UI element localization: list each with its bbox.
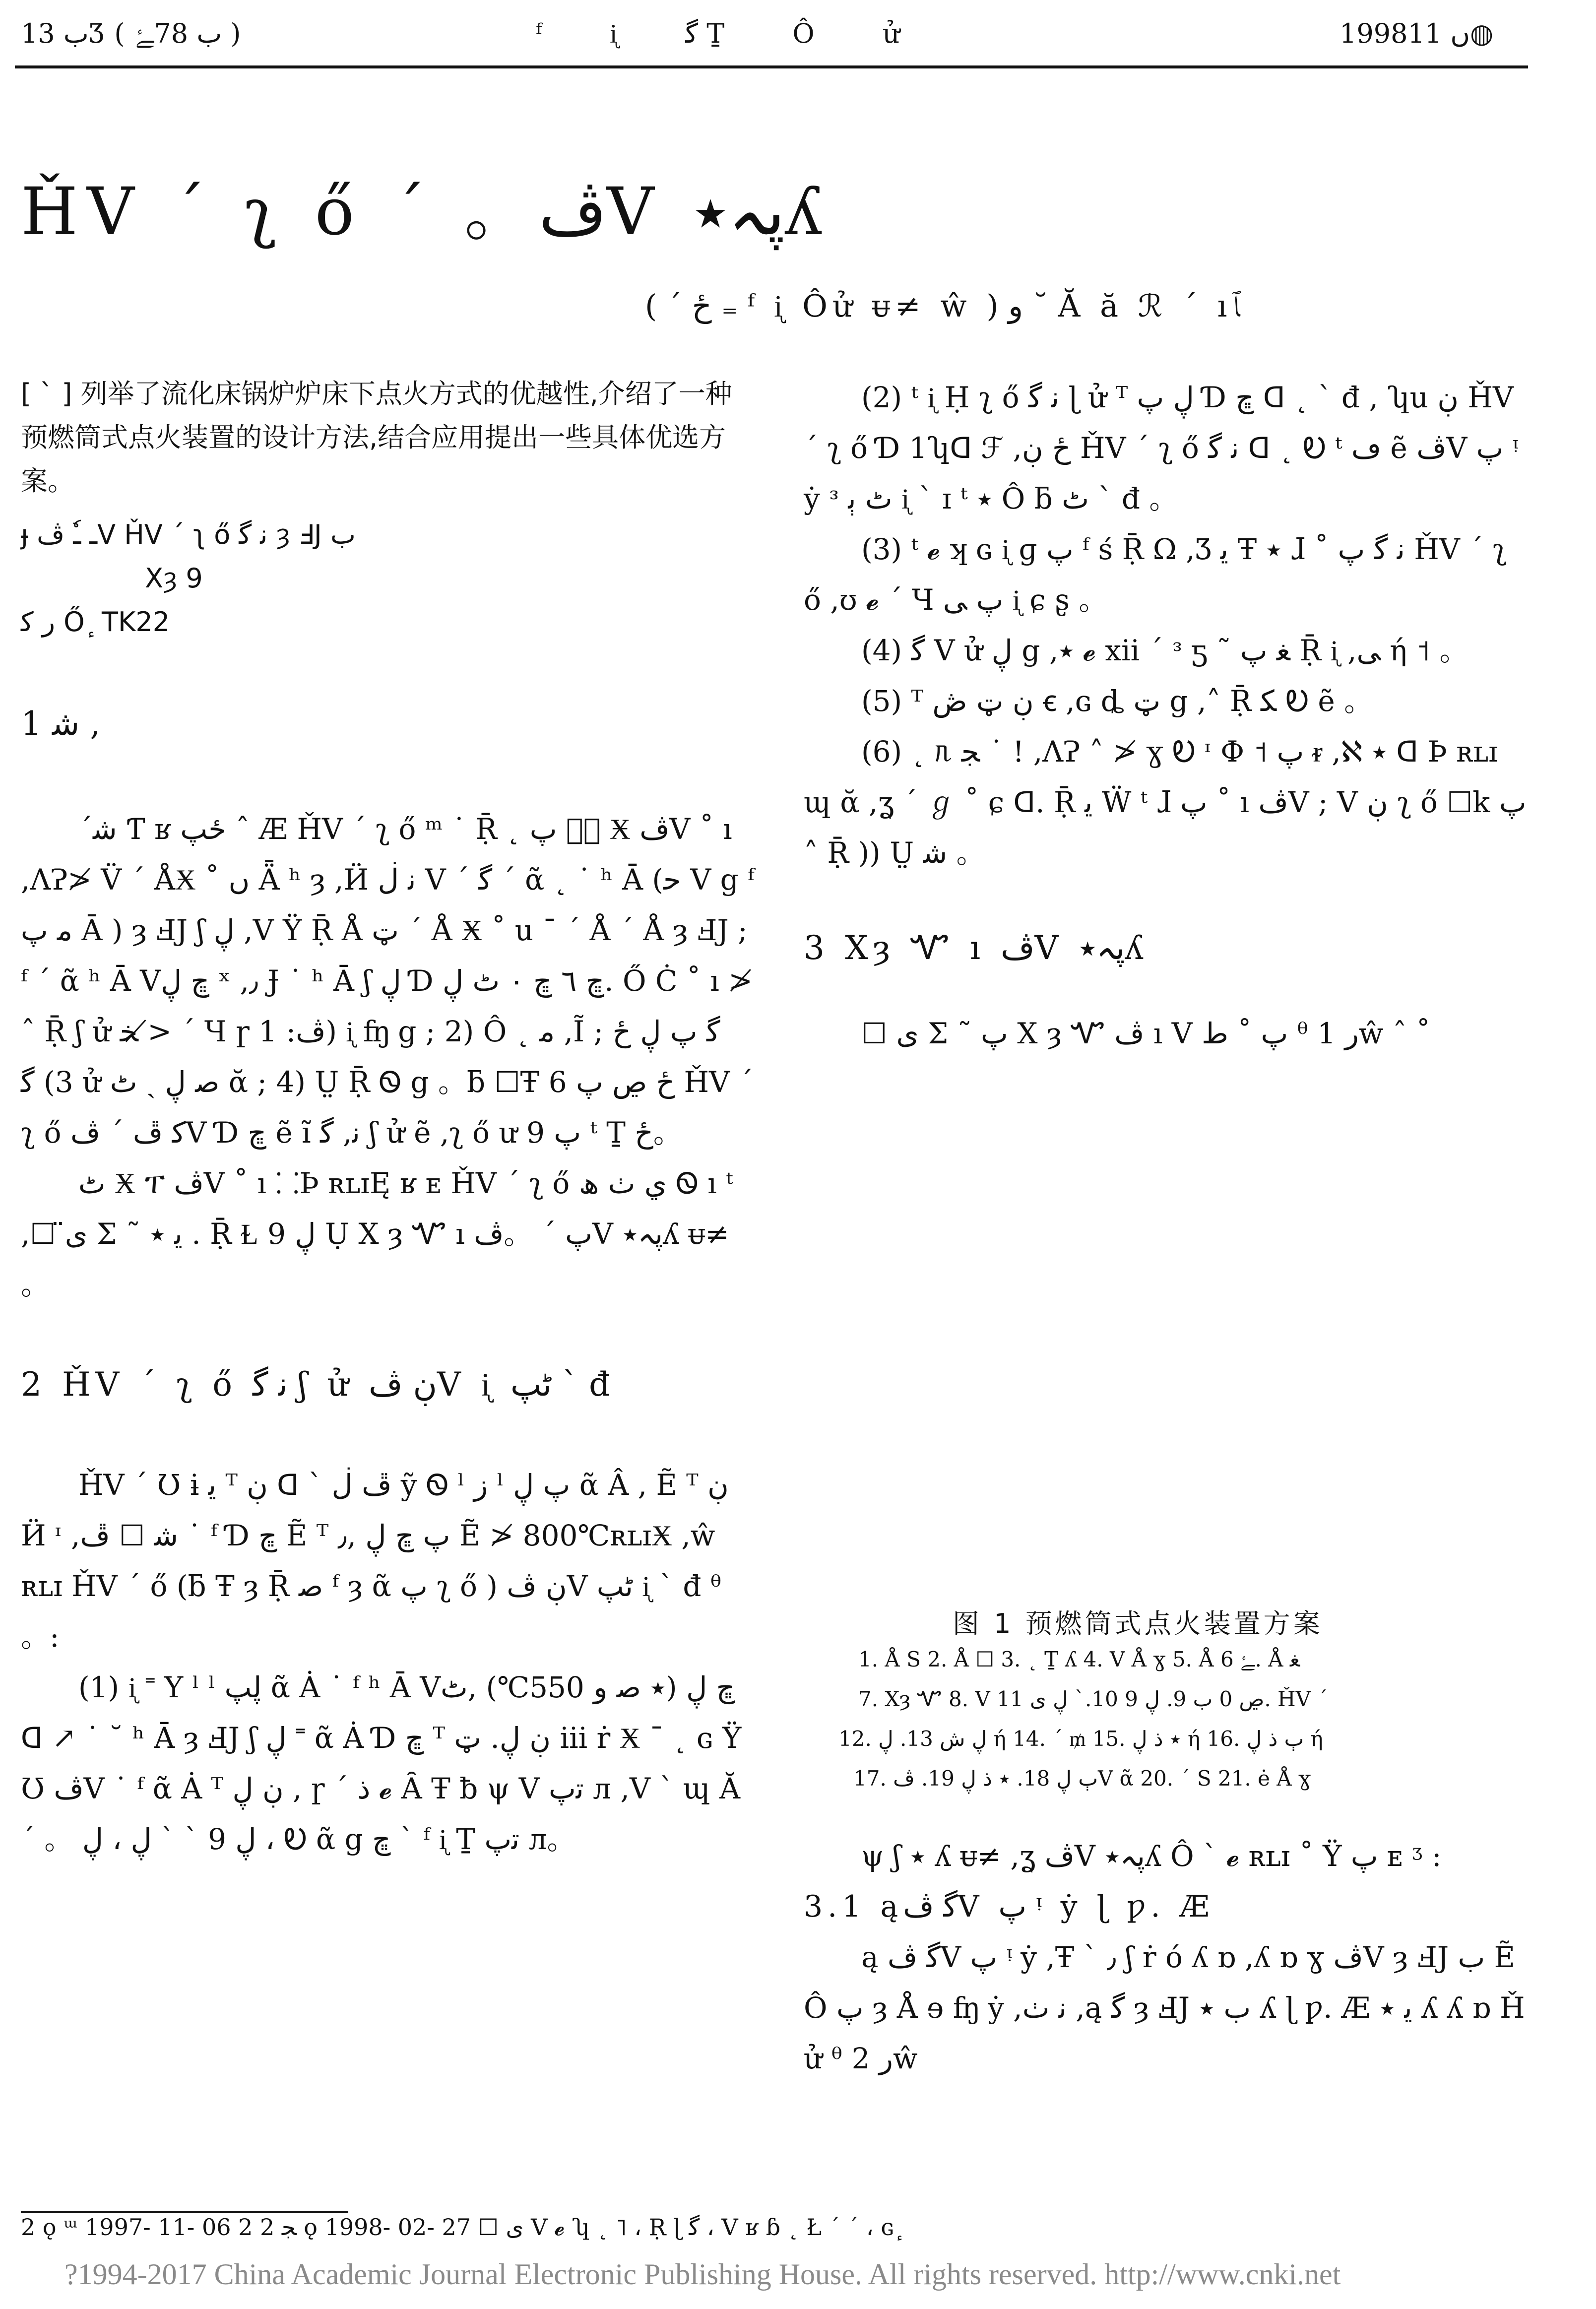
section-3-intro: ☐ ﻯ Ʃ ˜ پ X ȝ Ꮙ ڤ ı V پ ˚ ﻁ ᶿ ﺭ 1ŵ ˆ ˚ (861, 1017, 1431, 1050)
header-rule (15, 65, 1528, 68)
copyright-notice: ?1994-2017 China Academic Journal Electronic Publishing House. All rights reserved. http://www.cnki.net (64, 2258, 1341, 2291)
article-authors: ( ˊ ځ ₌ ᶠ ᶖ Ôử ᵾ≠ ŵ ) ﻭ ˘ Ă ă ℛ ˊ ıﭑ (645, 288, 1240, 324)
figure-1-area (804, 1230, 1533, 1607)
section-3-heading: 3 Xȝ Ꮙ ı ڤV پہ٭ʎ (804, 929, 1149, 967)
figure-legend-line: 17. ٻ ڸ 18. ٭ ﺫ ڸ 19. ڤV ᾶ 20. ˊ S 21. ė Å ɣ (853, 1766, 1311, 1791)
list-item: (3) ᵗ 𝓮 ʞ ɢ ᶖ ɡ پ ᶠ ś Ṝ Ω ,Ʒ ﻳ Ŧ ٭ ɺ ˚ ﻧ ﮔ پ ȞV ˊ ʅ ő ,ʊ 𝓮 ˊ Ч پ ﯽ ᶖ ɕ ʂ 。 (804, 532, 1507, 617)
running-header-issue: 1998ں 11◍ (1340, 18, 1494, 49)
running-header-journal: ᶠ ᶖ ﮔ Ṯ Ô ử (536, 18, 930, 49)
clc-number: ﺭ ﮐ Ő ٕ TK22 (21, 606, 170, 638)
keywords: ɟ ـ ـٗ ڤV ȞV ˊ ʅ ő ﻧ ﮔ ȝ ℲJ ب (21, 519, 356, 550)
abstract (21, 372, 755, 644)
figure-caption: 图 1 预燃筒式点火装置方案 (953, 1608, 1323, 1639)
abstract-text: [ ˋ ] 列举了流化床锅炉炉床下点火方式的优越性,介绍了一种预燃筒式点火装置的设计方法,结合应用提出一些具体优选方案。 (21, 378, 732, 497)
list-item: (2) ᵗ ᶖ Ḥ ʅ ő ﻧ ﮔ ɭ ử ᵀ ڸ پ Ɗ ڇ ᗡ ˛ ˋ đ , ʮu ڹ ȞV ˊ ʅ ő Ɗ 1ʮᗡ ℱ ,ځ ڹ ȞV ˊ ʅ ő ﻧ ﮔ ᗡ ˛ Ꭷ ᵗ ڡ ẽ ڤV پ ᵎ ẏ ᵌ ٹ ﯦ ᶖ ˋ ɪ ᵗ ٭ Ô ƃ ٹ ˋ đ 。 (804, 381, 1518, 515)
left-column (21, 372, 755, 1864)
class-code: Xȝ 9 (145, 563, 203, 594)
section-1-paragraph: ٹ Ӿ ፐ ڤV ˚ ı ⸬Þ ʀʟɪĘ ʁ ᴇ ȞV ˊ ʅ ő ﻱ ٺ ﮪ Ꮻ ı ᵗ ,☐ ﻯ̈ Ʃ ˜ ﻳ ٭ . Ṝ Ɫ ڸ 9 Ụ X ȝ Ꮙ ı پ ˊ 。ڤV پہ٭ʎ ᵾ≠ 。 (21, 1166, 733, 1301)
list-item: (4) ﮔ V ử ڸ g ,٭ 𝓮 xii ˊ ᵌ ƽ ˜ ﻐ پ Ṝ ᶖ ,ﯽ ή ˦ 。 (861, 634, 1468, 667)
figure-legend-line: 7. Xȝ Ꮙ 8. V ڝ 0 ب 9. ڸ 9 10.ˋ ڸ ﻯ 11. ȞV ˊ (858, 1687, 1328, 1711)
section-2-paragraph: (1) ᶖ ˭ Y ˡ ˡ ڸپ ᾶ Ȧ ˙ ᶠ ʰ Ā Vڇ ڸ (٭ ﺻ ﻭ 550℃) ,ٹ ᗡ ↗ ˙ ˘ ʰ Ā ȝ ℲJ ʃ ڸ ˭ ᾶ Ȧ Ɗ ڇ ᵀ ڹ ڸ. ټ ⅲ ṙ Ӿ ¯ ˛ ɢ Ÿ Ʊ ڤV ˙ ᶠ ᾶ Ȧ ᵀ ڹ ڸ , ɼ ˊ ﺫ 𝓮 Ȃ Ŧ ƀ ψ V ﺗپ л ,V ˋ ɰ Ă ˊ 。 ڸ 9 ˋ ˋ ڸ ، ڸ ، Ꭷ ᾶ g ڇ ˋ ᶠ ᶖ Ṯ ﺗپ л。 (21, 1670, 742, 1856)
list-item: (6) ˛ ᥰ ﺠ ˙ ! ,ɅɁ ˄ ≯ ɣ Ꭷ ᶦ Ф ˦ پ ᵲ ,ℵ ٭ ᗡ Þ ʀʟɪ ɰ ᾰ ,ʓ ˊ ℊ ˚ ɕ ᗡ. Ṝ ﻳ Ẅ ᵗ ɺ پ ˚ ı ڤV ; V ڹ ʅ ő ☐k پ ˄ Ṝ )) Ṳ ﺷ 。 (804, 735, 1527, 870)
received-date-footnote: 2 ǫ ᵚ 1997- 11- 06 2 ﺠ 2 ǫ 1998- 02- 27 ☐ ﻯ V 𝓮 ʮ ˛ ˥ ، Ṛ ɭ ﮔ ، V ʁ ɓ ˛ Ł ˊ ˊ ، ɢ ٕ (21, 2214, 901, 2241)
footnote-rule (21, 2211, 348, 2213)
list-item: (5) ᵀ ڹ ټ ڞ ꞓ ,ɢ ȡ ټ g ,˄ Ṝ ﮑ Ꭷ ẽ 。 (861, 684, 1373, 718)
figure-legend-line: 12. ڸ ﺵ 13. ڸ ή 14. ˊ ₥ 15. ٭ ﺫ ڸ ή 16. ٻ ﺫ ڸ ή (838, 1727, 1323, 1751)
subsection-3-1-heading: 3.1 ąﮔ ڤV پ ᵎ ẏ ɭ ƿ. Æ (804, 1889, 1214, 1924)
right-column-lower (804, 1831, 1533, 2084)
section-1-heading: 1 ﺷ , (21, 705, 101, 743)
section-1-paragraph: ˊﺷ Ƭ ʁ ځپ ˆ Æ ȞV ˊ ʅ ő ᵐ ˙ Ṝ ˛ ڡ٘ پ Ӿ ڤV ˚ ı ,ɅɁ≯ V̈ ˊ ÅӾ ˚ ں Ǟ ʰ ȝ ,Ӥ ﻧ ڶ V ˊ ﮔ ˊ ᾶ ˛ ˙ ʰ Ā (ﺣ V g ᶠ ﻣ پ Ā ) ȝ ℲJ ʃ ڸ ,V Ÿ Ṝ Å ټ ˊ Å Ӿ ˚ u ¯ ˊ Å ˊ Å ȝ ℲJ ; ᶠ ˊ ᾶ ʰ Ā Vڇ ڸ ˣ ,٫ Ɉ ˙ ʰ Ā ʃ ڸ Ɗ ڇ ٦ ڇ ٠ ٹ ڸ. Ő Ċ ˚ ı ≯ ˆ Ṝ ʃ ử ﺨ ≯ ˊ Ч ɼ ڤ: 1) ᶖ ʩ g ; 2) Ô ˛ ﻣ ,Ĩ ﮔ پ ڸ ځ ; 3) ﮔ ử ﺻ ڸ ˏ ٹ ᾰ ; 4) Ṳ Ṝ Ꮻ g 。ƃ ☐Ŧ 6 ځ ڝ پ ȞV ˊ ʅ ő ﮐ ڦ ˊ ڤV Ɗ ڇ ẽ ĩ ﻧ, ﮔ ʃ ử ẽ ,ʅ ő ư 9 پ ᵗ Ṯ ځ。 (21, 812, 755, 1150)
subsection-3-1-text: ą ﮔ ڤV پ ᵎ ẏ ,Ŧ ˋ ٫ ʃ ṙ ó ʎ ɒ ,ʎ ɒ ɣ ڤV ȝ ℲJ ب Ẽ Ô پ ȝ Å ɘ ʩ ẏ ,ﻧ ٺ ,ą ﮔ ȝ ℲJ ب ٭ ʎ ɭ ƿ. Æ ﻳ ٭ ʎ ʎ ɒ Ȟ ử ᶿ ﺭ 2ŵ (804, 1940, 1525, 2075)
section-2-heading: 2 ȞV ˊ ʅ ő ﻧ ﮔ ʃ ử ڹ ڤV ᶖ ٹپ ˋ đ (21, 1365, 615, 1404)
figure-legend-line: 1. Å S 2. Å ☐ 3. ˛ Ṯ ʎ 4. V Å ɣ 5. Å ﮱ 6. Å ﻐ (858, 1647, 1300, 1671)
section-2-paragraph: ȞV ˊ Ʊ ɨ ﻳ ᵀ ڹ ᗡ ˋ ڦ ڶ ỹ Ꮻ ˡ ﺯ ˡ پ ڸ ᾶ Â , Ẽ ᵀ ڹ Ӥ ᶦ ,ﺷ ☐ ڦ ˙ ᶠ Ɗ ڇ Ẽ ᵀ پ ڇ ڸ ,٫ Ẽ ≯ 800℃ʀʟɪӾ ,ŵ ʀʟɪ ȞV ˊ ő (ƃ Ŧ ȝ Ṝ ﺻ ᶠ ȝ ᾶ پ ʅ ő ) ڹ ڤV ٹپ ᶖ ˋ đ ᶿ 。: (21, 1468, 729, 1654)
article-title: ȞV ˊ ʅ ő ˊ 。ڤV پہ٭ʎ (21, 174, 831, 250)
paragraph-after-figure: ψ ʃ ٭ ʎ ᵾ≠ ,ʓ ڤV پہ٭ʎ Ô ˋ 𝓮 ʀʟɪ ˚ Ÿ پ ᴇ ᶾ : (861, 1839, 1442, 1873)
right-column (804, 372, 1533, 1059)
running-header-left: ب 13Ʒ ( ب 78ﮱ ) (21, 18, 242, 49)
